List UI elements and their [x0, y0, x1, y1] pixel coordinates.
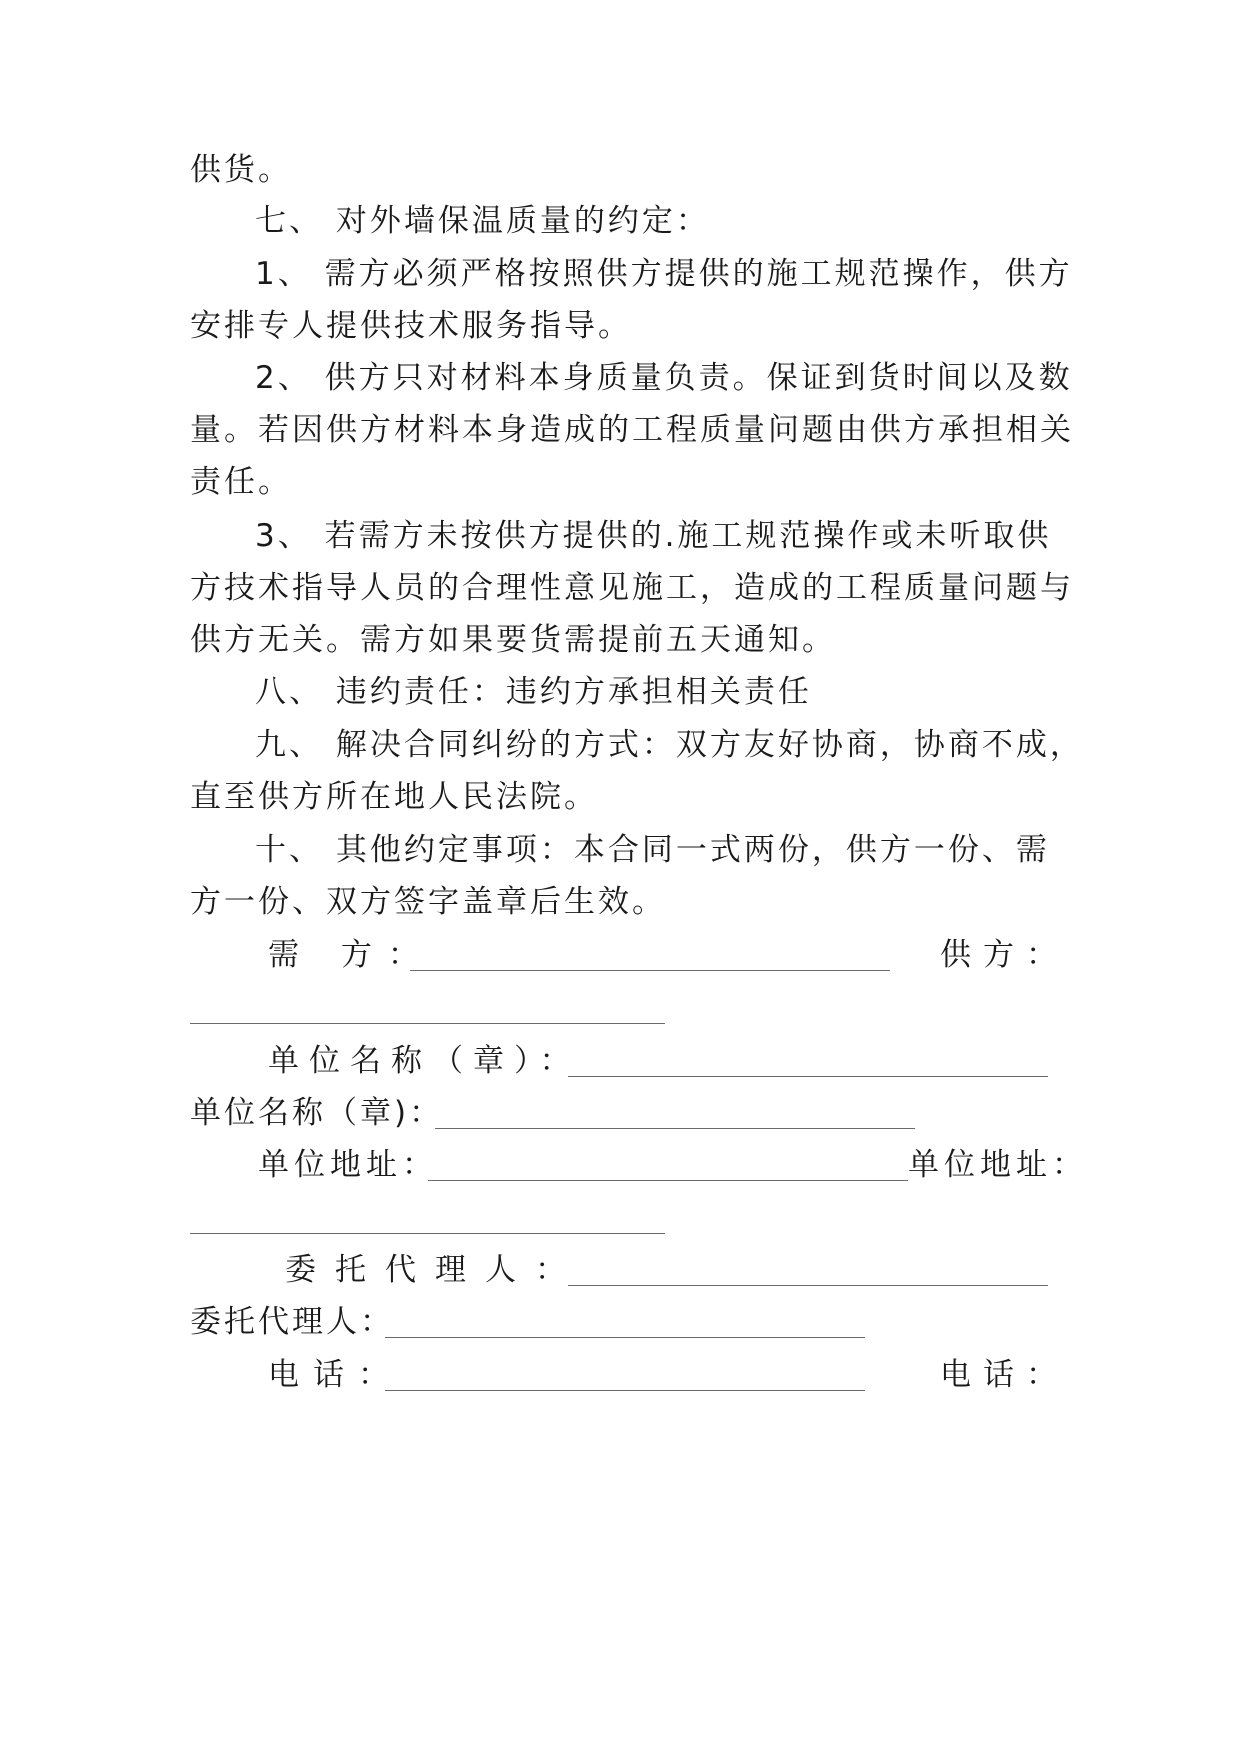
buyer-unit-name-blank[interactable]: [568, 1076, 1048, 1077]
buyer-agent-blank[interactable]: [568, 1285, 1048, 1286]
clause-10-line-2: 方一份、双方签字盖章后生效。: [190, 884, 666, 920]
buyer-agent-label: 委托代理人：: [285, 1252, 585, 1288]
seller-unit-name-label: 单位名称（章)：: [190, 1095, 444, 1131]
clause-10-line-1: 十、 其他约定事项：本合同一式两份，供方一份、需: [255, 832, 1050, 868]
seller-phone-label: 电话：: [940, 1357, 1069, 1393]
seller-unit-address-blank[interactable]: [190, 1233, 665, 1234]
seller-signature-blank[interactable]: [190, 1023, 665, 1024]
clause-7-item-2-line-3: 责任。: [190, 464, 292, 500]
paragraph-line: 供货。: [190, 152, 292, 188]
clause-7-item-1-line-2: 安排专人提供技术服务指导。: [190, 308, 632, 344]
clause-7-item-3-line-3: 供方无关。需方如果要货需提前五天通知。: [190, 622, 836, 658]
clause-9-line-2: 直至供方所在地人民法院。: [190, 779, 598, 815]
buyer-signature-blank[interactable]: [410, 970, 890, 971]
clause-7-item-3-line-2: 方技术指导人员的合理性意见施工，造成的工程质量问题与: [190, 570, 1074, 606]
buyer-phone-blank[interactable]: [385, 1390, 865, 1391]
clause-7-item-1-line-1: 1、 需方必须严格按照供方提供的施工规范操作，供方: [255, 256, 1073, 292]
clause-7-heading: 七、 对外墙保温质量的约定：: [255, 203, 710, 239]
buyer-label: 需 方：: [268, 937, 435, 973]
buyer-unit-address-blank[interactable]: [428, 1180, 908, 1181]
clause-7-item-2-line-1: 2、 供方只对材料本身质量负责。保证到货时间以及数: [255, 360, 1073, 396]
buyer-unit-name-label: 单位名称（章）：: [268, 1043, 581, 1079]
seller-unit-address-label: 单位地址：: [908, 1147, 1088, 1183]
seller-unit-name-blank[interactable]: [435, 1128, 915, 1129]
clause-7-item-3-line-1: 3、 若需方未按供方提供的.施工规范操作或未听取供: [255, 518, 1052, 554]
seller-agent-blank[interactable]: [385, 1337, 865, 1338]
clause-9-line-1: 九、 解决合同纠纷的方式：双方友好协商，协商不成，: [255, 727, 1084, 763]
buyer-phone-label: 电话：: [268, 1357, 403, 1393]
clause-8: 八、 违约责任：违约方承担相关责任: [255, 674, 812, 710]
seller-agent-label: 委托代理人：: [190, 1304, 394, 1340]
buyer-unit-address-label: 单位地址：: [258, 1147, 438, 1183]
clause-7-item-2-line-2: 量。若因供方材料本身造成的工程质量问题由供方承担相关: [190, 412, 1074, 448]
seller-label: 供方：: [940, 937, 1069, 973]
